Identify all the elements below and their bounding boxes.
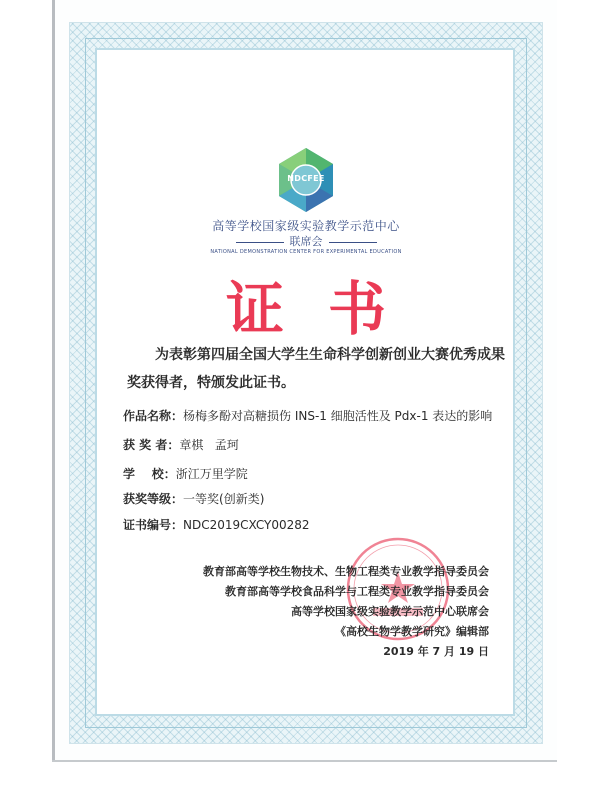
field-value: 杨梅多酚对高糖损伤 INS-1 细胞活性及 Pdx-1 表达的影响 [183,409,493,423]
organization-subname-text: 联席会 [289,235,323,248]
field-label: 获奖等级： [123,492,184,506]
field-winners [123,436,523,453]
field-label: 作品名称： [123,409,184,423]
logo-text: NDCFEE [287,174,325,183]
organization-name: 高等学校国家级实验教学示范中心 [212,219,400,233]
issuing-organizations [89,562,489,662]
issuer-line: 《高校生物学教学研究》编辑部 [335,625,489,638]
certificate-title: 证书 [225,275,430,343]
issue-date: 2019 年 7 月 19 日 [383,645,489,658]
issuer-line: 高等学校国家级实验教学示范中心联席会 [291,605,489,618]
issuer-line: 教育部高等学校生物技术、生物工程类专业教学指导委员会 [203,565,489,578]
ndcfee-logo [277,147,335,217]
paper-edge-bottom [52,760,557,762]
field-school [123,465,523,482]
organization-name-english: NATIONAL DEMONSTRATION CENTER FOR EXPERIMENTAL EDUCATION [210,249,402,255]
issuer-line: 教育部高等学校食品科学与工程类专业教学指导委员会 [225,585,489,598]
organization-subname [55,233,557,249]
rule-left [236,242,284,243]
field-value: 浙江万里学院 [175,467,248,481]
field-value: 一等奖(创新类) [183,492,265,506]
field-value: NDC2019CXCY00282 [183,518,310,532]
field-value: 章棋 孟珂 [179,438,239,452]
certificate [55,0,557,760]
field-label: 证书编号： [123,518,184,532]
field-project-name [123,407,523,424]
field-label: 学 校： [123,467,176,481]
rule-right [329,242,377,243]
field-award-level [123,490,523,507]
certificate-intro: 为表彰第四届全国大学生生命科学创新创业大赛优秀成果奖获得者，特颁发此证书。 [127,347,505,391]
field-label: 获 奖 者： [123,438,180,452]
field-certificate-number [123,516,523,533]
